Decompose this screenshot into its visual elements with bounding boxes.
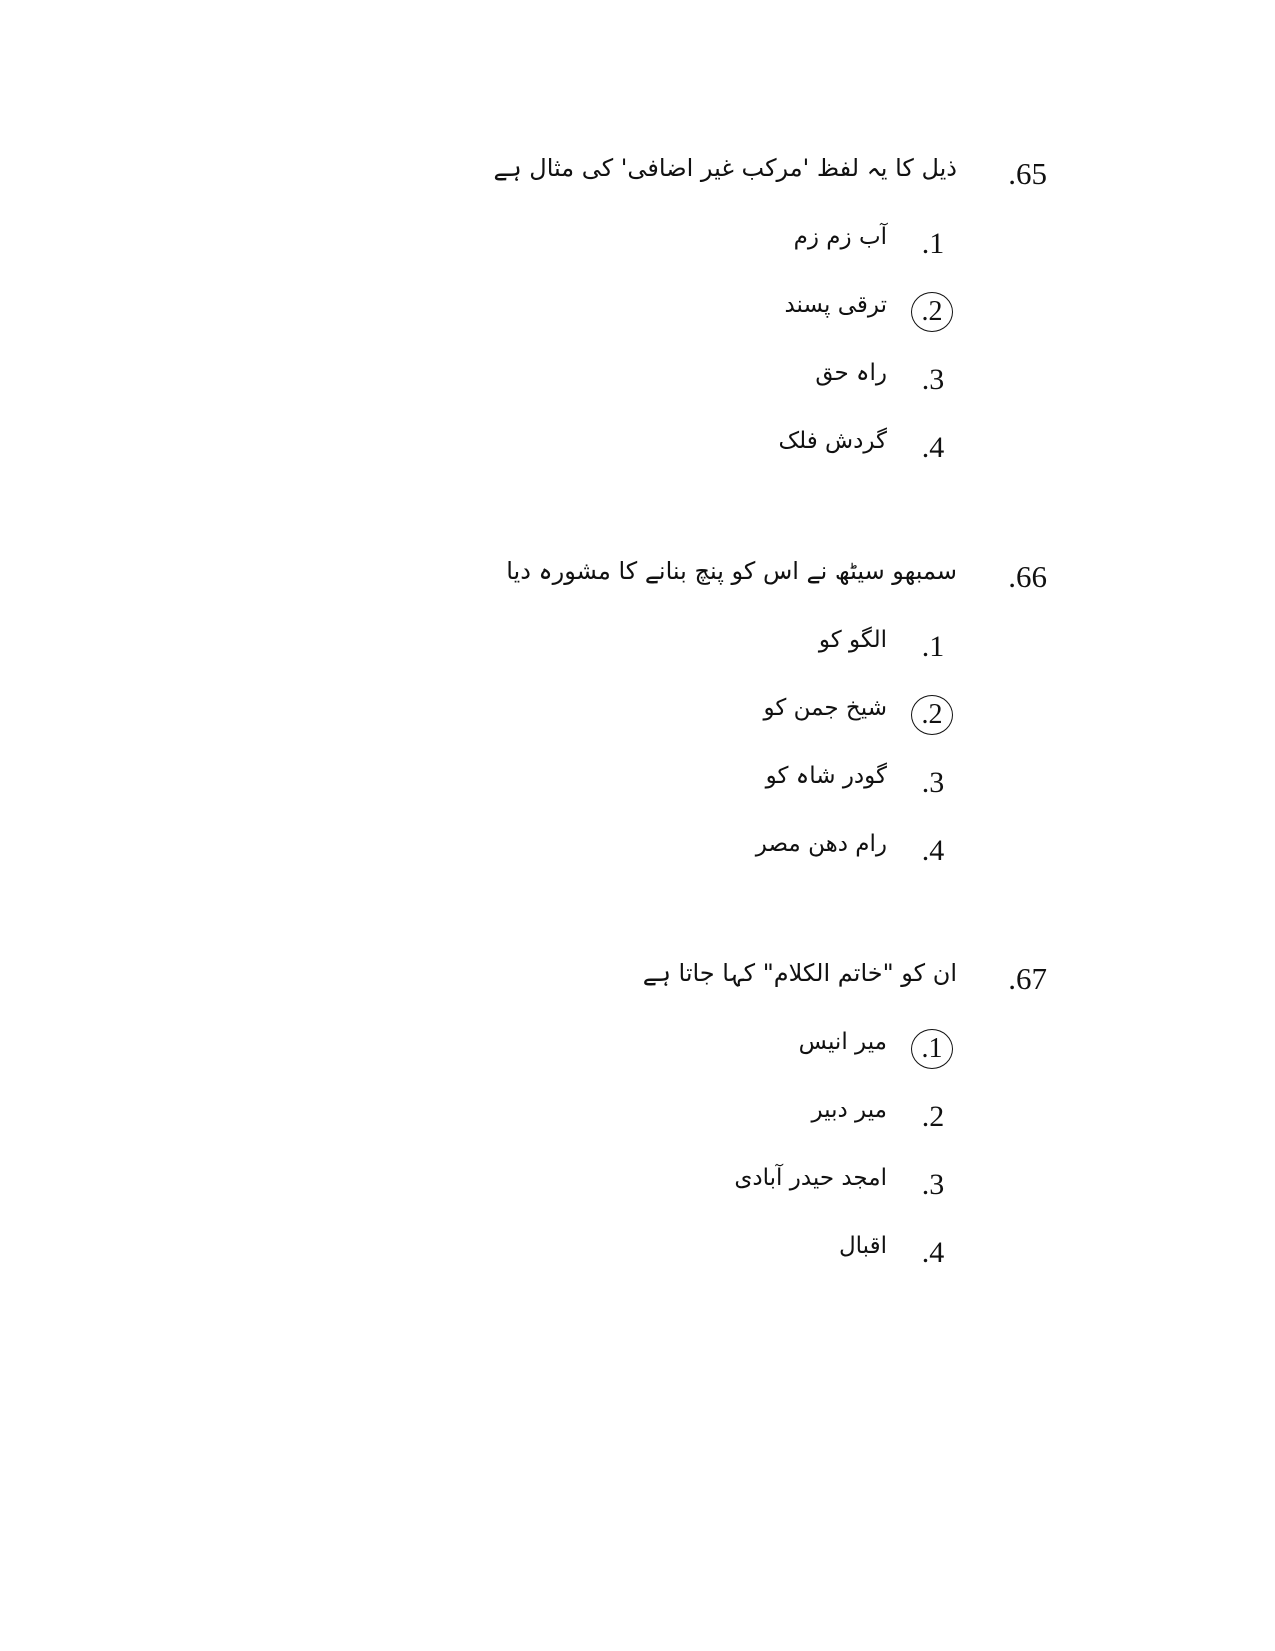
option-4 [0, 422, 1275, 490]
option-number: .4 [921, 1236, 945, 1269]
option-text: آب زم زم [793, 224, 887, 250]
option-text: میر دبیر [811, 1097, 887, 1123]
option-number-circled: .1 [911, 1029, 953, 1069]
question-number: .67 [1008, 961, 1047, 996]
option-text: الگو کو [818, 627, 887, 653]
option-3 [0, 354, 1275, 422]
option-number: .1 [921, 227, 945, 260]
option-number: .2 [921, 1100, 945, 1133]
question-number: .66 [1008, 559, 1047, 594]
option-text: راہ حق [815, 360, 887, 386]
option-text: ترقی پسند [784, 292, 887, 318]
question-text: سمبھو سیٹھ نے اس کو پنچ بنانے کا مشورہ دیا [506, 557, 957, 585]
option-text: اقبال [838, 1233, 887, 1259]
option-1 [0, 1023, 1275, 1091]
options-list [0, 621, 1275, 893]
option-1 [0, 218, 1275, 286]
question-header [0, 150, 1275, 206]
question-65 [0, 150, 1275, 490]
options-list [0, 218, 1275, 490]
option-text: رام دھن مصر [755, 831, 887, 857]
option-2 [0, 286, 1275, 354]
option-number: .3 [921, 363, 945, 396]
question-66 [0, 553, 1275, 893]
option-1 [0, 621, 1275, 689]
option-2 [0, 1091, 1275, 1159]
option-number: .3 [921, 766, 945, 799]
option-number: .3 [921, 1168, 945, 1201]
question-header [0, 553, 1275, 609]
question-number: .65 [1008, 156, 1047, 191]
option-number-circled: .2 [911, 695, 953, 735]
option-text: میر انیس [798, 1029, 887, 1055]
option-2 [0, 689, 1275, 757]
option-number: .4 [921, 431, 945, 464]
option-text: امجد حیدر آبادی [734, 1165, 887, 1191]
question-67 [0, 955, 1275, 1295]
option-3 [0, 1159, 1275, 1227]
option-text: گودر شاہ کو [765, 763, 887, 789]
option-number-circled: .2 [911, 292, 953, 332]
option-number: .1 [921, 630, 945, 663]
options-list [0, 1023, 1275, 1295]
option-4 [0, 1227, 1275, 1295]
option-3 [0, 757, 1275, 825]
option-4 [0, 825, 1275, 893]
question-text: ان کو "خاتم الکلام" کہا جاتا ہے [642, 959, 957, 987]
option-number: .4 [921, 834, 945, 867]
option-text: گردش فلک [778, 428, 887, 454]
question-header [0, 955, 1275, 1011]
question-text: ذیل کا یہ لفظ 'مرکب غیر اضافی' کی مثال ہے [493, 154, 957, 182]
option-text: شیخ جمن کو [763, 695, 887, 721]
